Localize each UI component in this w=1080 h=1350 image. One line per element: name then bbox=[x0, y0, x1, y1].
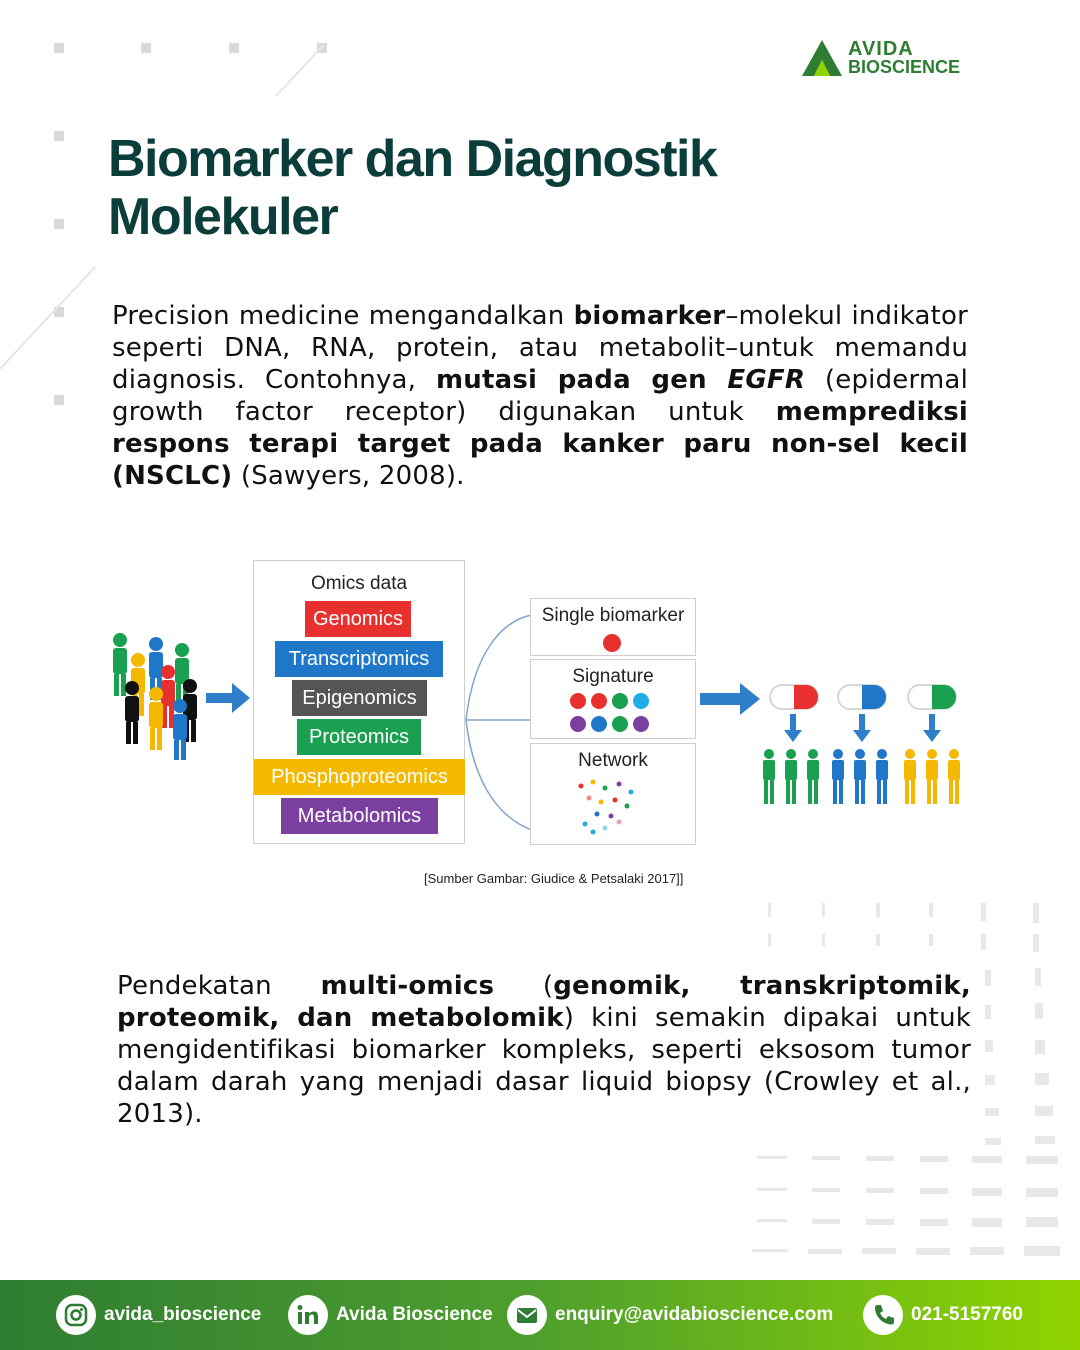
logo-name-line1: AVIDA bbox=[848, 38, 914, 60]
targeted-therapy-icon bbox=[760, 680, 974, 810]
text-run: Precision medicine mengandalkan bbox=[112, 301, 574, 331]
deco-square bbox=[54, 219, 64, 229]
linkedin-link[interactable] bbox=[288, 1295, 493, 1335]
text-run: –molekul indikator seperti DNA, RNA, protein, atau metabolit–untuk memandu diagnosis. Contohnya, bbox=[112, 301, 968, 395]
instagram-handle: avida_bioscience bbox=[104, 1304, 262, 1325]
title-line2: Molekuler bbox=[108, 188, 338, 246]
single-biomarker-box bbox=[530, 598, 696, 656]
omic-label: Phosphoproteomics bbox=[254, 759, 465, 795]
person-icon bbox=[113, 633, 127, 696]
omics-title: Omics data bbox=[310, 573, 408, 594]
email-link[interactable] bbox=[507, 1295, 833, 1335]
omic-label: Genomics bbox=[305, 601, 411, 637]
signature-dots-icon bbox=[569, 692, 659, 736]
population-crowd-icon bbox=[108, 630, 208, 760]
network-graph-icon bbox=[571, 776, 651, 840]
arrow-right-icon bbox=[206, 683, 250, 713]
mail-icon bbox=[507, 1295, 547, 1335]
deco-square bbox=[54, 395, 64, 405]
omic-label: Metabolomics bbox=[281, 798, 438, 834]
email-address: enquiry@avidabioscience.com bbox=[555, 1304, 834, 1325]
signature-box bbox=[530, 659, 696, 739]
deco-square bbox=[141, 43, 151, 53]
title-line1: Biomarker dan Diagnostik bbox=[108, 130, 717, 188]
omics-figure bbox=[108, 555, 978, 855]
bold-run: memprediksi respons terapi target pada kanker paru non-sel kecil (NSCLC) bbox=[112, 397, 968, 491]
arrow-right-icon bbox=[700, 683, 760, 715]
deco-square bbox=[54, 131, 64, 141]
multiomics-paragraph bbox=[117, 970, 971, 1130]
box-label: Network bbox=[578, 750, 648, 771]
bold-italic-run: EGFR bbox=[727, 365, 806, 395]
logo-name-line2: BIOSCIENCE bbox=[848, 57, 961, 77]
biomarker-dot-icon bbox=[602, 633, 622, 653]
box-label: Signature bbox=[572, 666, 654, 687]
text-run: (epidermal growth factor receptor) digunakan untuk bbox=[112, 365, 968, 427]
bold-run: mutasi pada gen bbox=[435, 365, 728, 395]
bold-run: biomarker bbox=[573, 301, 726, 331]
brand-logo bbox=[800, 38, 990, 80]
figure-caption: [Sumber Gambar: Giudice & Petsalaki 2017]] bbox=[424, 871, 684, 886]
omic-label: Transcriptomics bbox=[275, 641, 443, 677]
text-run: Pendekatan bbox=[117, 971, 321, 1001]
deco-line bbox=[275, 44, 324, 97]
logo-mark-icon bbox=[800, 38, 844, 78]
page-title bbox=[108, 130, 968, 246]
bold-run: genomik, transkriptomik, proteomik, dan metabolomik bbox=[117, 971, 971, 1033]
linkedin-icon bbox=[288, 1295, 328, 1335]
text-run: ( bbox=[494, 971, 554, 1001]
instagram-icon bbox=[56, 1295, 96, 1335]
contact-footer bbox=[0, 1280, 1080, 1350]
instagram-link[interactable] bbox=[56, 1295, 261, 1335]
deco-square bbox=[229, 43, 239, 53]
phone-number: 021-5157760 bbox=[911, 1304, 1023, 1325]
phone-icon bbox=[863, 1295, 903, 1335]
omic-label: Epigenomics bbox=[292, 680, 427, 716]
text-run: ) kini semakin dipakai untuk mengidentifikasi biomarker kompleks, seperti eksosom tumor dalam darah yang menjadi dasar liquid biopsy (Crowley et al., 2013). bbox=[117, 1003, 972, 1129]
deco-line bbox=[0, 266, 96, 370]
box-label: Single biomarker bbox=[541, 605, 685, 626]
linkedin-name: Avida Bioscience bbox=[336, 1304, 493, 1325]
network-box bbox=[530, 743, 696, 845]
phone-link[interactable] bbox=[863, 1295, 1023, 1335]
text-run: (Sawyers, 2008). bbox=[232, 461, 465, 491]
intro-paragraph bbox=[112, 300, 968, 492]
deco-square bbox=[54, 43, 64, 53]
omic-label: Proteomics bbox=[297, 719, 421, 755]
bold-run: multi-omics bbox=[320, 971, 495, 1001]
